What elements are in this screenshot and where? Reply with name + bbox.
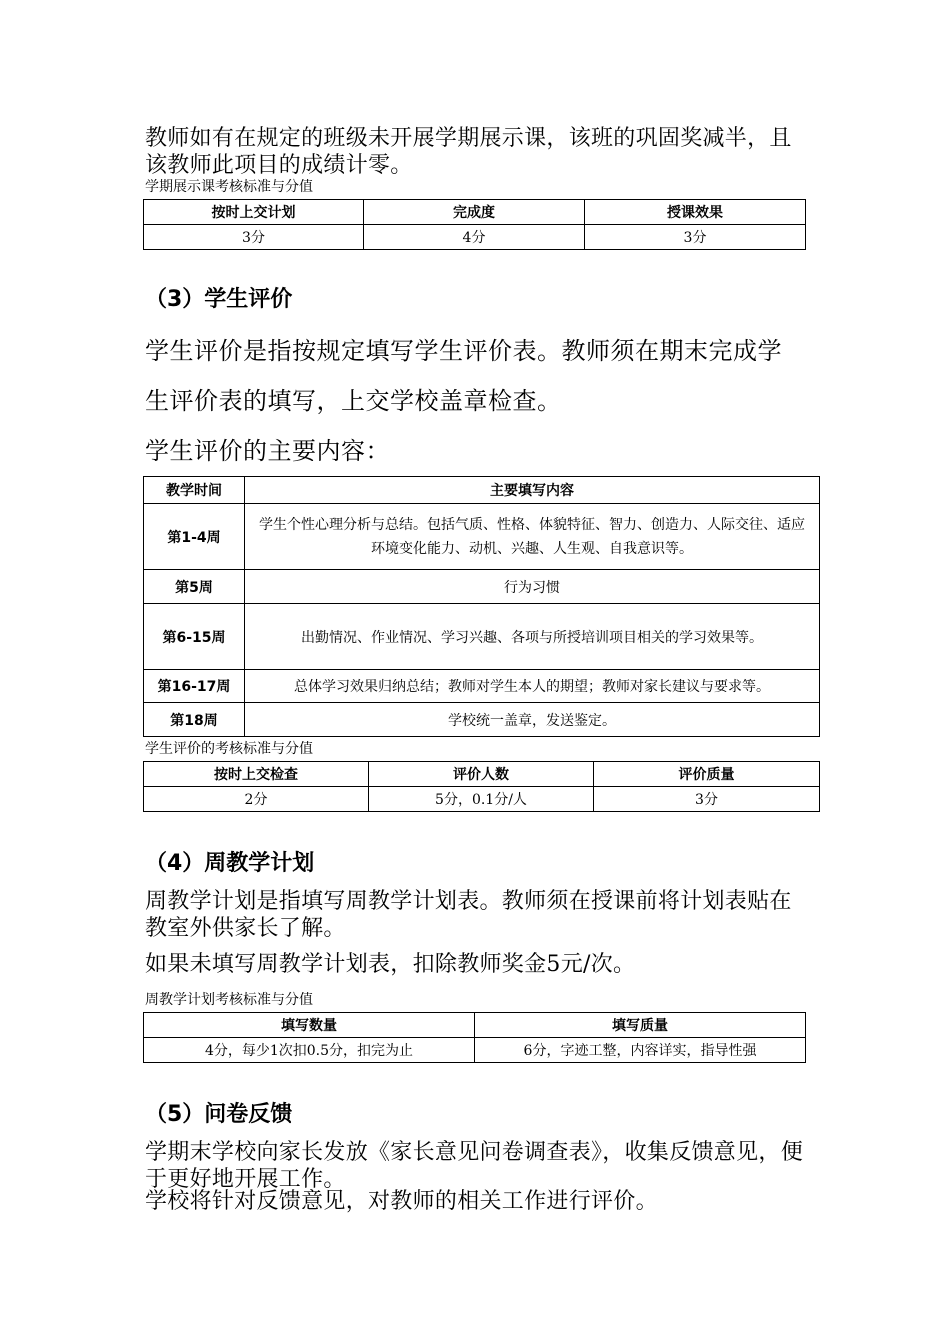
table-header-cell: 评价质量: [594, 762, 820, 787]
table-header-cell: 填写数量: [144, 1013, 475, 1038]
section-5-title: （5）问卷反馈: [145, 1102, 293, 1127]
table-header-row: [144, 1013, 806, 1038]
table-cell: 3分: [144, 225, 364, 250]
table-cell: 3分: [585, 225, 806, 250]
showcase-score-table: [143, 199, 806, 250]
student-evaluation-content-table: [143, 476, 820, 737]
table-row: [144, 787, 820, 812]
section-3-paragraph-line-2: 生评价表的填写，上交学校盖章检查。: [145, 387, 562, 415]
table-row: [144, 504, 820, 570]
table-row: [144, 703, 820, 737]
section-3-subheading: 学生评价的主要内容：: [145, 437, 390, 465]
section-5-paragraph-1: 学期末学校向家长发放《家长意见问卷调查表》，收集反馈意见，便于更好地开展工作。: [145, 1140, 804, 1192]
table-cell: 4分: [364, 225, 585, 250]
caption-evaluation-score: 学生评价的考核标准与分值: [145, 741, 313, 757]
table-row: [144, 670, 820, 703]
table-row: [144, 604, 820, 670]
table-header-cell: 按时上交检查: [144, 762, 369, 787]
table-cell-content: 总体学习效果归纳总结；教师对学生本人的期望；教师对家长建议与要求等。: [245, 670, 820, 703]
table-cell-time: 第1-4周: [144, 504, 245, 570]
table-cell-time: 第6-15周: [144, 604, 245, 670]
table-cell: 5分，0.1分/人: [369, 787, 594, 812]
caption-showcase-score: 学期展示课考核标准与分值: [145, 179, 313, 195]
table-cell: 4分，每少1次扣0.5分，扣完为止: [144, 1038, 475, 1063]
table-header-cell: 完成度: [364, 200, 585, 225]
section-4-paragraph-1: 周教学计划是指填写周教学计划表。教师须在授课前将计划表贴在教室外供家长了解。: [145, 889, 792, 941]
table-header-row: [144, 200, 806, 225]
table-header-cell: 按时上交计划: [144, 200, 364, 225]
table-header-cell: 主要填写内容: [245, 477, 820, 504]
section-3-paragraph-line-1: 学生评价是指按规定填写学生评价表。教师须在期末完成学: [145, 337, 782, 365]
weekly-plan-score-table: [143, 1012, 806, 1063]
table-cell-content: 行为习惯: [245, 570, 820, 604]
table-row: [144, 225, 806, 250]
table-header-cell: 教学时间: [144, 477, 245, 504]
section-4-paragraph-2: 如果未填写周教学计划表，扣除教师奖金5元/次。: [145, 952, 636, 977]
section-4-title: （4）周教学计划: [145, 851, 315, 876]
caption-weekly-plan-score: 周教学计划考核标准与分值: [145, 992, 313, 1008]
table-cell: 2分: [144, 787, 369, 812]
table-header-cell: 填写质量: [475, 1013, 806, 1038]
table-cell-time: 第5周: [144, 570, 245, 604]
table-cell-content: 学校统一盖章，发送鉴定。: [245, 703, 820, 737]
intro-paragraph: 教师如有在规定的班级未开展学期展示课，该班的巩固奖减半，且该教师此项目的成绩计零。: [145, 126, 792, 178]
table-header-row: [144, 477, 820, 504]
table-cell: 3分: [594, 787, 820, 812]
table-header-cell: 评价人数: [369, 762, 594, 787]
table-header-cell: 授课效果: [585, 200, 806, 225]
student-evaluation-score-table: [143, 761, 820, 812]
section-3-title: （3）学生评价: [145, 287, 293, 312]
table-cell-time: 第16-17周: [144, 670, 245, 703]
table-row: [144, 1038, 806, 1063]
table-cell-content: 出勤情况、作业情况、学习兴趣、各项与所授培训项目相关的学习效果等。: [245, 604, 820, 670]
section-5-paragraph-2: 学校将针对反馈意见，对教师的相关工作进行评价。: [145, 1189, 658, 1214]
table-row: [144, 570, 820, 604]
table-header-row: [144, 762, 820, 787]
table-cell-time: 第18周: [144, 703, 245, 737]
table-cell: 6分，字迹工整，内容详实，指导性强: [475, 1038, 806, 1063]
table-cell-content: 学生个性心理分析与总结。包括气质、性格、体貌特征、智力、创造力、人际交往、适应环境变化能力、动机、兴趣、人生观、自我意识等。: [245, 504, 820, 570]
